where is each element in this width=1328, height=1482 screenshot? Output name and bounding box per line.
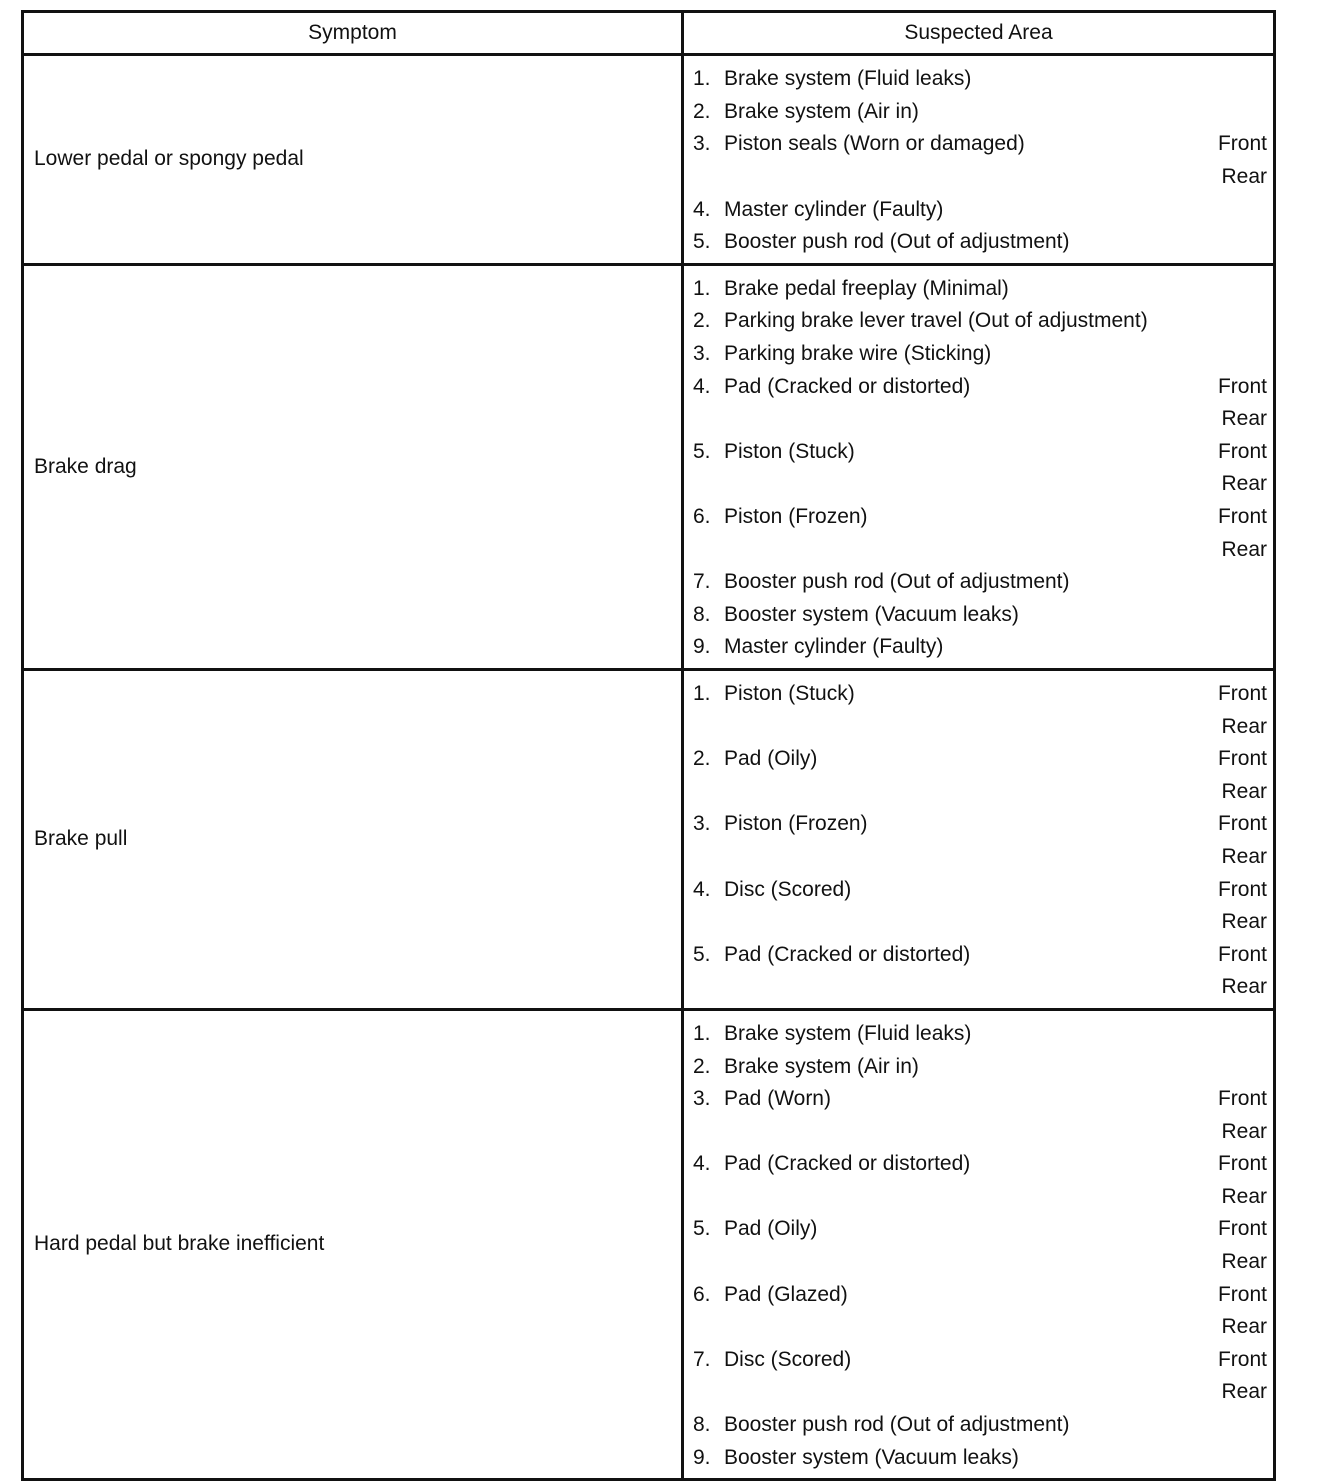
item-number: 5. (693, 1217, 711, 1241)
table-row (23, 55, 1275, 265)
item-number: 2. (693, 747, 711, 771)
item-number: 2. (693, 309, 711, 333)
item-position: Rear (1221, 1250, 1267, 1274)
item-position: Rear (1221, 1380, 1267, 1404)
item-position: Front (1217, 1347, 1267, 1371)
item-number: 1. (693, 1021, 711, 1045)
item-text: Pad (Cracked or distorted) (724, 1152, 971, 1176)
suspected-area-item (693, 273, 1269, 306)
suspected-area-item (693, 1344, 1269, 1377)
symptom-cell: Hard pedal but brake inefficient (23, 1009, 683, 1479)
item-position: Front (1217, 1217, 1267, 1241)
item-position: Front (1217, 747, 1267, 771)
item-text: Master cylinder (Faulty) (724, 635, 944, 659)
suspected-area-item (693, 631, 1269, 664)
suspected-area-item (693, 873, 1269, 906)
item-position: Front (1217, 1087, 1267, 1111)
item-number: 4. (693, 1152, 711, 1176)
symptom-header: Symptom (23, 12, 683, 55)
item-text: Parking brake wire (Sticking) (724, 342, 992, 366)
troubleshooting-table (21, 10, 1276, 1481)
item-number: 4. (693, 197, 711, 221)
item-text: Master cylinder (Faulty) (724, 197, 944, 221)
suspected-area-item (693, 370, 1269, 403)
item-position: Rear (1221, 975, 1267, 999)
item-position: Rear (1221, 1184, 1267, 1208)
item-number: 2. (693, 1054, 711, 1078)
item-text: Pad (Cracked or distorted) (724, 374, 971, 398)
item-text: Disc (Scored) (724, 877, 852, 901)
item-text: Piston (Stuck) (724, 439, 855, 463)
suspected-area-item (693, 403, 1269, 436)
suspected-area-cell (683, 1009, 1275, 1479)
suspected-area-item (693, 775, 1269, 808)
suspected-area-item (693, 1278, 1269, 1311)
suspected-area-item (693, 1441, 1269, 1474)
item-text: Parking brake lever travel (Out of adjustment) (724, 309, 1148, 333)
item-number: 9. (693, 1445, 711, 1469)
suspected-area-cell (683, 669, 1275, 1009)
item-number: 3. (693, 812, 711, 836)
item-text: Piston (Frozen) (724, 812, 868, 836)
table-row (23, 669, 1275, 1009)
suspected-area-item (693, 161, 1269, 194)
item-text: Booster system (Vacuum leaks) (724, 602, 1019, 626)
suspected-area-item (693, 338, 1269, 371)
suspected-area-item (693, 1148, 1269, 1181)
item-position: Rear (1221, 407, 1267, 431)
suspected-area-item (693, 1181, 1269, 1214)
suspected-area-item (693, 710, 1269, 743)
item-text: Booster push rod (Out of adjustment) (724, 230, 1070, 254)
suspected-area-item (693, 678, 1269, 711)
table-body (23, 55, 1275, 1480)
suspected-area-header: Suspected Area (683, 12, 1275, 55)
item-number: 7. (693, 570, 711, 594)
suspected-area-item (693, 533, 1269, 566)
suspected-area-item (693, 1246, 1269, 1279)
item-text: Pad (Worn) (724, 1087, 831, 1111)
item-number: 4. (693, 877, 711, 901)
item-position: Front (1217, 942, 1267, 966)
item-text: Pad (Oily) (724, 1217, 818, 1241)
item-position: Rear (1221, 537, 1267, 561)
item-number: 5. (693, 439, 711, 463)
suspected-area-item (693, 226, 1269, 259)
item-number: 3. (693, 342, 711, 366)
symptom-cell: Brake drag (23, 264, 683, 669)
item-position: Rear (1221, 844, 1267, 868)
item-number: 3. (693, 132, 711, 156)
item-text: Piston seals (Worn or damaged) (724, 132, 1025, 156)
suspected-area-item (693, 808, 1269, 841)
item-position: Rear (1221, 714, 1267, 738)
item-text: Booster push rod (Out of adjustment) (724, 1413, 1070, 1437)
item-text: Piston (Stuck) (724, 681, 855, 705)
suspected-area-item (693, 436, 1269, 469)
item-number: 3. (693, 1087, 711, 1111)
suspected-area-item (693, 1083, 1269, 1116)
item-number: 6. (693, 1282, 711, 1306)
item-number: 5. (693, 942, 711, 966)
item-number: 2. (693, 99, 711, 123)
item-position: Front (1217, 1282, 1267, 1306)
item-number: 7. (693, 1347, 711, 1371)
symptom-cell: Lower pedal or spongy pedal (23, 55, 683, 265)
suspected-area-item (693, 1213, 1269, 1246)
suspected-area-item (693, 841, 1269, 874)
suspected-area-item (693, 1018, 1269, 1051)
symptom-cell: Brake pull (23, 669, 683, 1009)
suspected-area-item (693, 1376, 1269, 1409)
item-position: Rear (1221, 165, 1267, 189)
item-text: Disc (Scored) (724, 1347, 852, 1371)
item-number: 1. (693, 681, 711, 705)
item-position: Front (1217, 132, 1267, 156)
item-number: 8. (693, 1413, 711, 1437)
item-number: 8. (693, 602, 711, 626)
item-text: Pad (Oily) (724, 747, 818, 771)
suspected-area-item (693, 1409, 1269, 1442)
item-position: Front (1217, 505, 1267, 529)
suspected-area-item (693, 743, 1269, 776)
item-position: Rear (1221, 910, 1267, 934)
item-number: 1. (693, 276, 711, 300)
suspected-area-cell (683, 264, 1275, 669)
item-position: Front (1217, 681, 1267, 705)
suspected-area-item (693, 906, 1269, 939)
suspected-area-item (693, 468, 1269, 501)
item-text: Pad (Glazed) (724, 1282, 848, 1306)
item-position: Rear (1221, 1119, 1267, 1143)
suspected-area-item (693, 193, 1269, 226)
item-number: 5. (693, 230, 711, 254)
item-position: Rear (1221, 472, 1267, 496)
item-number: 6. (693, 505, 711, 529)
suspected-area-item (693, 501, 1269, 534)
suspected-area-item (693, 599, 1269, 632)
table-row (23, 1009, 1275, 1479)
item-position: Rear (1221, 1315, 1267, 1339)
item-position: Front (1217, 439, 1267, 463)
item-text: Piston (Frozen) (724, 505, 868, 529)
item-text: Booster system (Vacuum leaks) (724, 1445, 1019, 1469)
suspected-area-item (693, 1311, 1269, 1344)
item-position: Front (1217, 374, 1267, 398)
item-position: Front (1217, 877, 1267, 901)
item-text: Brake pedal freeplay (Minimal) (724, 276, 1009, 300)
item-text: Brake system (Air in) (724, 1054, 919, 1078)
suspected-area-item (693, 63, 1269, 96)
item-text: Brake system (Fluid leaks) (724, 1021, 972, 1045)
suspected-area-item (693, 971, 1269, 1004)
suspected-area-item (693, 566, 1269, 599)
item-text: Brake system (Air in) (724, 99, 919, 123)
item-position: Front (1217, 1152, 1267, 1176)
suspected-area-item (693, 1050, 1269, 1083)
item-text: Brake system (Fluid leaks) (724, 67, 972, 91)
suspected-area-cell (683, 55, 1275, 265)
suspected-area-item (693, 938, 1269, 971)
item-text: Booster push rod (Out of adjustment) (724, 570, 1070, 594)
suspected-area-item (693, 305, 1269, 338)
item-position: Rear (1221, 779, 1267, 803)
item-text: Pad (Cracked or distorted) (724, 942, 971, 966)
suspected-area-item (693, 1115, 1269, 1148)
item-position: Front (1217, 812, 1267, 836)
table-row (23, 264, 1275, 669)
header-row (23, 12, 1275, 55)
suspected-area-item (693, 96, 1269, 129)
item-number: 1. (693, 67, 711, 91)
item-number: 9. (693, 635, 711, 659)
suspected-area-item (693, 128, 1269, 161)
item-number: 4. (693, 374, 711, 398)
